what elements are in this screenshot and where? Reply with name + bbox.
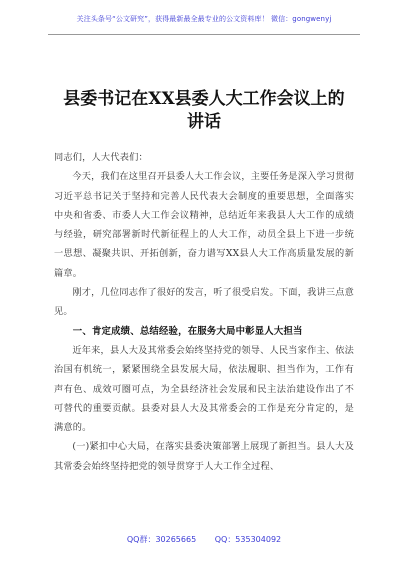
document-body: [54, 148, 354, 476]
paragraph-intro: 今天，我们在这里召开县委人大工作会议，主要任务是深入学习贯彻习近平总书记关于坚持和完善人民代表大会制度的重要思想，全面落实中央和省委、市委人大工作会议精神，总结近年来我县人大工作的成绩与经验，研究部署新时代新征程上的人大工作，动员全县上下进一步统一思想、凝聚共识、开拓创新，奋力谱写XX县人大工作高质量发展的新篇章。: [54, 171, 355, 279]
header-divider: [48, 34, 360, 35]
paragraph-subpoint-1: (一)紧扣中心大局，在落实县委决策部署上展现了新担当。县人大及其常委会始终坚持把党的领导贯穿于人大工作全过程、: [54, 441, 354, 472]
title-line-2: 讲话: [187, 112, 221, 132]
title-line-1: 县委书记在XX县委人大工作会议上的: [63, 89, 345, 109]
footer-qq: QQ：535304092: [214, 535, 282, 544]
paragraph-achievements: 近年来，县人大及其常委会始终坚持党的领导、人民当家作主、依法治国有机统一，紧紧围绕全县发展大局，依法履职、担当作为，工作有声有色、成效可圈可点，为全县经济社会发展和民主法治建设作出了不可替代的重要贡献。县委对县人大及其常委会的工作是充分肯定的，是满意的。: [54, 344, 355, 434]
document-title: [40, 88, 368, 134]
footer-qq-group: QQ群：30265665: [126, 535, 197, 544]
paragraph-transition: 刚才，几位同志作了很好的发言，听了很受启发。下面，我讲三点意见。: [54, 287, 355, 318]
section-heading-1: 一、肯定成绩、总结经验，在服务大局中彰显人大担当: [72, 325, 303, 337]
footer: [0, 534, 408, 545]
salutation: 同志们，人大代表们：: [54, 152, 148, 163]
header-note: 关注头条号“公文研究”，获得最新最全最专业的公文资料库！ 微信：gongwenyj: [76, 15, 332, 23]
